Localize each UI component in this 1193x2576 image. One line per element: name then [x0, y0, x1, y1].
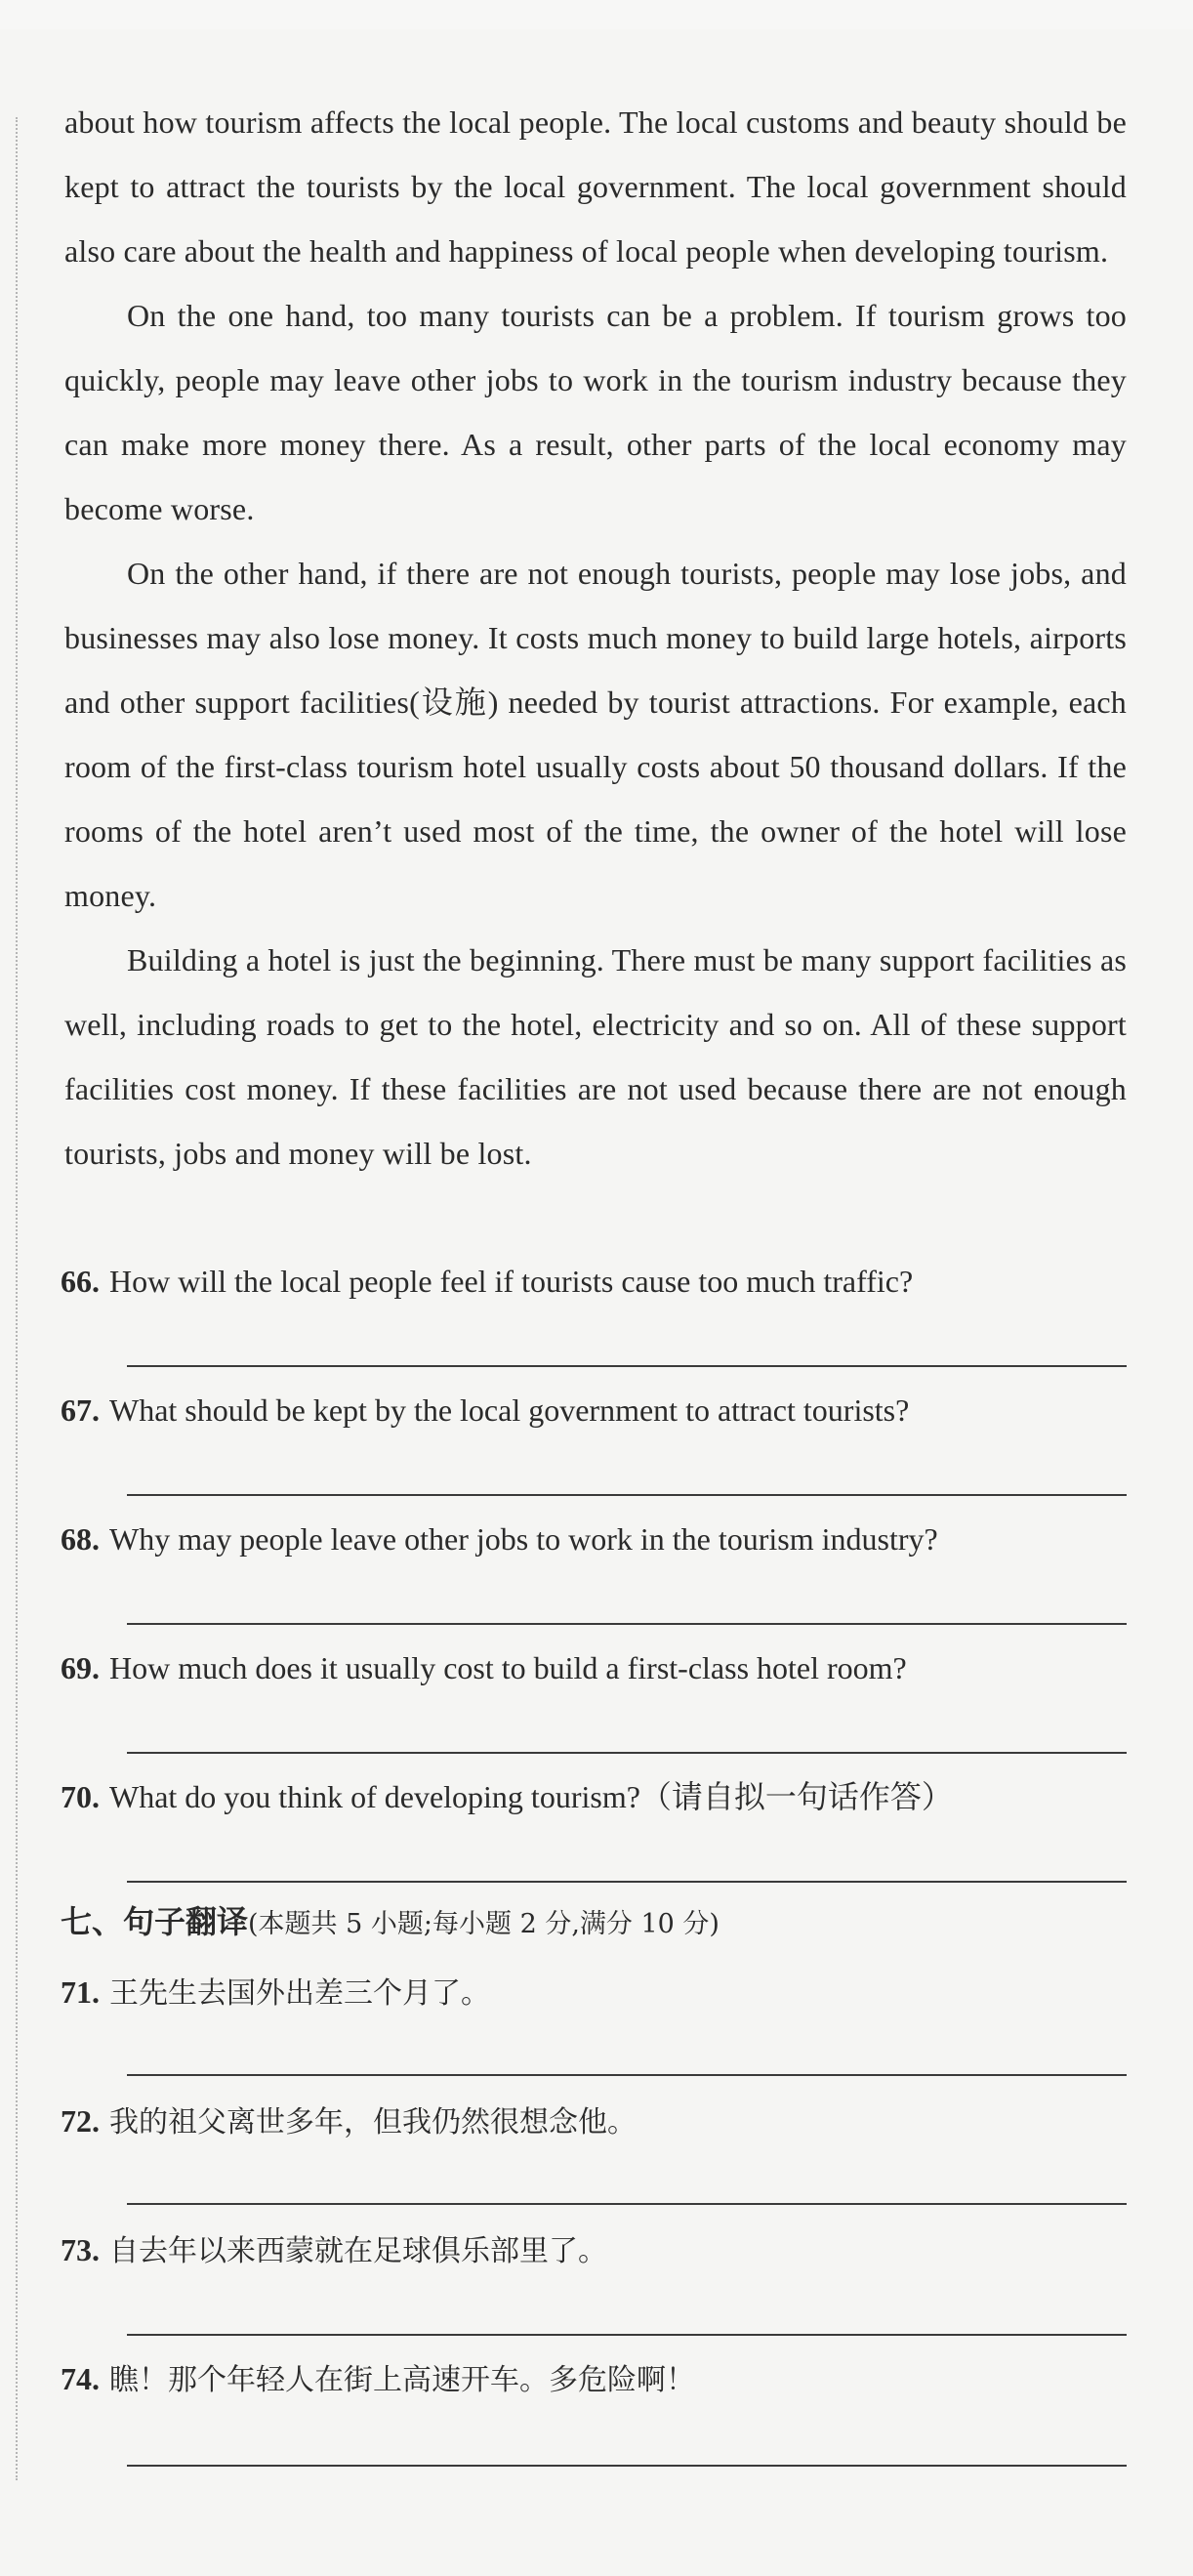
translation-73 [61, 2230, 1134, 2271]
answer-line-68[interactable] [127, 1623, 1127, 1625]
question-number: 69. [61, 1650, 100, 1685]
margin-dotted-rule [16, 117, 18, 2480]
question-68 [61, 1519, 1134, 1558]
translation-74 [61, 2359, 1134, 2400]
translation-text: 王先生去国外出差三个月了。 [109, 1976, 490, 2011]
question-number: 66. [61, 1264, 100, 1299]
question-67 [61, 1391, 1134, 1430]
question-69 [61, 1648, 1134, 1687]
question-number: 71. [61, 1974, 100, 2010]
passage-paragraph-4: Building a hotel is just the beginning. There must be many support facilities as well, including roads to get to the hotel, electricity and so on. All of these support facilities cost money. If these facilities are not used because there are not enough tourists, jobs and money will be lost. [64, 942, 1127, 1171]
section-title: 七、句子翻译 [61, 1903, 249, 1940]
question-number: 67. [61, 1392, 100, 1428]
section-heading [61, 1902, 720, 1944]
translation-72 [61, 2101, 1134, 2142]
question-text: How will the local people feel if tourists cause too much traffic? [109, 1264, 914, 1299]
question-number: 74. [61, 2361, 100, 2396]
translation-text: 我的祖父离世多年，但我仍然很想念他。 [109, 2105, 637, 2140]
question-text: What do you think of developing tourism?（请自拟一句话作答） [109, 1779, 953, 1814]
answer-line-73[interactable] [127, 2334, 1127, 2336]
reading-passage [64, 90, 1127, 1185]
question-66 [61, 1262, 1134, 1301]
passage-paragraph-3: On the other hand, if there are not enough tourists, people may lose jobs, and businesses may also lose money. It costs much money to build large hotels, airports and other support facilities(设施) needed by tourist attractions. For example, each room of the first-class tourism hotel usually costs about 50 thousand dollars. If the rooms of the hotel aren’t used most of the time, the owner of the hotel will lose money. [64, 556, 1127, 913]
question-70 [61, 1777, 1134, 1816]
top-band [0, 0, 1193, 29]
question-number: 68. [61, 1521, 100, 1557]
answer-line-66[interactable] [127, 1365, 1127, 1367]
question-text: What should be kept by the local government to attract tourists? [109, 1392, 910, 1428]
question-text: Why may people leave other jobs to work in the tourism industry? [109, 1521, 938, 1557]
passage-paragraph-2: On the one hand, too many tourists can be a problem. If tourism grows too quickly, people may leave other jobs to work in the tourism industry because they can make more money there. As a result, other parts of the local economy may become worse. [64, 298, 1127, 526]
translation-text: 自去年以来西蒙就在足球俱乐部里了。 [109, 2234, 607, 2268]
question-text: How much does it usually cost to build a first-class hotel room? [109, 1650, 907, 1685]
answer-line-71[interactable] [127, 2074, 1127, 2076]
answer-line-72[interactable] [127, 2203, 1127, 2205]
question-number: 73. [61, 2232, 100, 2267]
answer-line-69[interactable] [127, 1752, 1127, 1754]
passage-paragraph-1: about how tourism affects the local people. The local customs and beauty should be kept to attract the tourists by the local government. The local government should also care about the health and happiness of local people when developing tourism. [64, 104, 1127, 269]
section-note: (本题共 5 小题;每小题 2 分,满分 10 分) [248, 1909, 720, 1939]
answer-line-67[interactable] [127, 1494, 1127, 1496]
question-number: 70. [61, 1779, 100, 1814]
answer-line-70[interactable] [127, 1881, 1127, 1883]
question-number: 72. [61, 2103, 100, 2139]
translation-71 [61, 1973, 1134, 2014]
translation-text: 瞧！那个年轻人在街上高速开车。多危险啊！ [109, 2363, 695, 2397]
answer-line-74[interactable] [127, 2465, 1127, 2467]
